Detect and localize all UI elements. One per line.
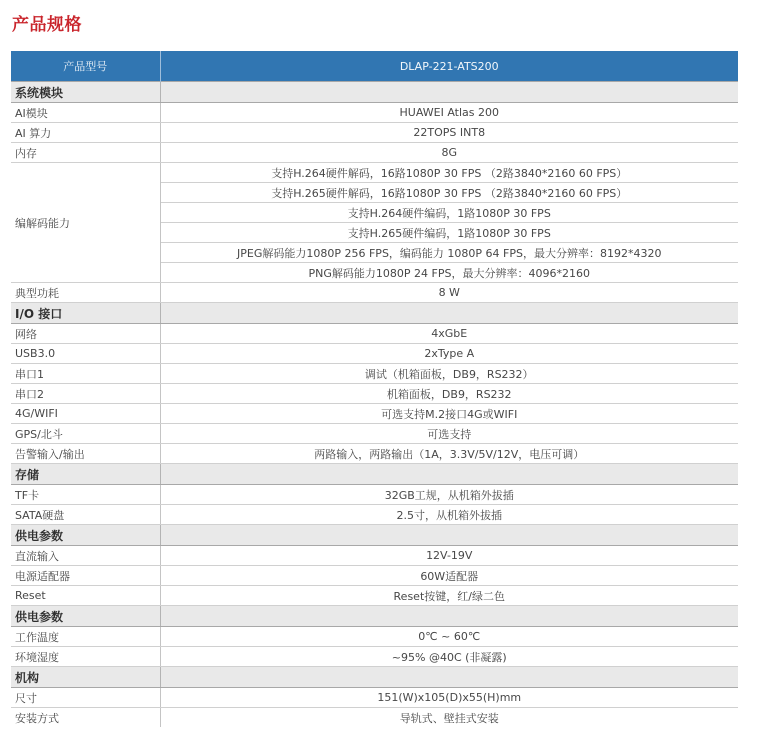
spec-label-cell: GPS/北斗 <box>11 424 160 444</box>
spec-value-cell: 0℃ ~ 60℃ <box>160 627 738 647</box>
spec-value-cell: 2.5寸，从机箱外拔插 <box>160 505 738 525</box>
section-row <box>11 82 738 103</box>
section-title: 供电参数 <box>11 525 160 546</box>
section-row <box>11 464 738 485</box>
spec-value-cell: 调试（机箱面板，DB9，RS232） <box>160 364 738 384</box>
spec-row <box>11 404 738 424</box>
spec-row <box>11 163 738 183</box>
section-row <box>11 606 738 627</box>
spec-row <box>11 424 738 444</box>
spec-value-cell: 两路输入，两路输出（1A，3.3V/5V/12V，电压可调） <box>160 444 738 464</box>
spec-row <box>11 627 738 647</box>
spec-label-cell: 内存 <box>11 143 160 163</box>
spec-value-cell: 4xGbE <box>160 324 738 344</box>
spec-label-cell: 直流输入 <box>11 546 160 566</box>
spec-row <box>11 546 738 566</box>
page-title: 产品规格 <box>12 15 82 35</box>
spec-value-cell: HUAWEI Atlas 200 <box>160 103 738 123</box>
spec-value-cell: 支持H.265硬件解码，16路1080P 30 FPS （2路3840*2160 60 FPS） <box>160 183 738 203</box>
spec-value-cell: JPEG解码能力1080P 256 FPS，编码能力 1080P 64 FPS，最大分辨率：8192*4320 <box>160 243 738 263</box>
spec-row <box>11 384 738 404</box>
spec-row <box>11 364 738 384</box>
spec-value-cell: 8 W <box>160 283 738 303</box>
spec-value-cell: PNG解码能力1080P 24 FPS，最大分辨率：4096*2160 <box>160 263 738 283</box>
spec-value-cell: 8G <box>160 143 738 163</box>
spec-label-cell: 尺寸 <box>11 688 160 708</box>
spec-value-cell: Reset按键，红/绿二色 <box>160 586 738 606</box>
spec-value-cell: 22TOPS INT8 <box>160 123 738 143</box>
spec-row <box>11 444 738 464</box>
spec-label-cell: 电源适配器 <box>11 566 160 586</box>
spec-value-cell: 支持H.264硬件编码，1路1080P 30 FPS <box>160 203 738 223</box>
spec-value-cell: 151(W)x105(D)x55(H)mm <box>160 688 738 708</box>
section-title: 存储 <box>11 464 160 485</box>
spec-value-cell: 2xType A <box>160 344 738 364</box>
table-header-row <box>11 51 738 82</box>
section-filler <box>160 464 738 485</box>
spec-value-cell: ~95% @40C (非凝露) <box>160 647 738 667</box>
spec-row <box>11 324 738 344</box>
spec-table-body <box>11 82 738 728</box>
spec-label-cell: 典型功耗 <box>11 283 160 303</box>
section-filler <box>160 606 738 627</box>
model-label-cell: 产品型号 <box>11 51 160 82</box>
spec-row <box>11 688 738 708</box>
spec-label-cell: 安装方式 <box>11 708 160 728</box>
spec-value-cell: 导轨式、壁挂式安装 <box>399 711 499 725</box>
spec-row <box>11 485 738 505</box>
section-filler <box>160 303 738 324</box>
spec-row <box>11 344 738 364</box>
spec-row <box>11 143 738 163</box>
spec-value-cell: 支持H.265硬件编码，1路1080P 30 FPS <box>160 223 738 243</box>
section-filler <box>160 525 738 546</box>
spec-value-cell: 可选支持M.2接口4G或WIFI <box>160 404 738 424</box>
spec-table <box>11 51 738 727</box>
spec-label-cell: 4G/WIFI <box>11 404 160 424</box>
model-value-cell: DLAP-221-ATS200 <box>160 51 738 82</box>
spec-row <box>11 123 738 143</box>
spec-label-cell: AI模块 <box>11 103 160 123</box>
spec-row <box>11 103 738 123</box>
spec-label-cell: Reset <box>11 586 160 606</box>
spec-label-cell: 串口1 <box>11 364 160 384</box>
spec-label-cell: AI 算力 <box>11 123 160 143</box>
spec-row <box>11 566 738 586</box>
spec-value-cell: 32GB工规，从机箱外拔插 <box>160 485 738 505</box>
spec-row <box>11 647 738 667</box>
section-row <box>11 525 738 546</box>
section-title: I/O 接口 <box>11 303 160 324</box>
spec-value-cell: 机箱面板，DB9，RS232 <box>160 384 738 404</box>
spec-label-cell: TF卡 <box>11 485 160 505</box>
spec-value-cell: 可选支持 <box>160 424 738 444</box>
spec-row <box>11 505 738 525</box>
spec-label-cell: 网络 <box>11 324 160 344</box>
section-title: 机构 <box>11 667 160 688</box>
spec-row <box>11 283 738 303</box>
section-filler <box>160 82 738 103</box>
spec-label-cell: USB3.0 <box>11 344 160 364</box>
spec-row <box>11 586 738 606</box>
spec-value-cell: 12V-19V <box>160 546 738 566</box>
spec-label-cell: SATA硬盘 <box>11 505 160 525</box>
section-row <box>11 667 738 688</box>
spec-label-cell: 编解码能力 <box>11 163 160 283</box>
spec-row <box>11 708 738 728</box>
section-title: 供电参数 <box>11 606 160 627</box>
section-row <box>11 303 738 324</box>
spec-label-cell: 工作温度 <box>11 627 160 647</box>
spec-value-cell: 60W适配器 <box>160 566 738 586</box>
section-filler <box>160 667 738 688</box>
spec-label-cell: 串口2 <box>11 384 160 404</box>
spec-label-cell: 告警输入/输出 <box>11 444 160 464</box>
spec-label-cell: 环境湿度 <box>11 647 160 667</box>
spec-value-cell: 支持H.264硬件解码，16路1080P 30 FPS （2路3840*2160 60 FPS） <box>160 163 738 183</box>
section-title: 系统模块 <box>11 82 160 103</box>
